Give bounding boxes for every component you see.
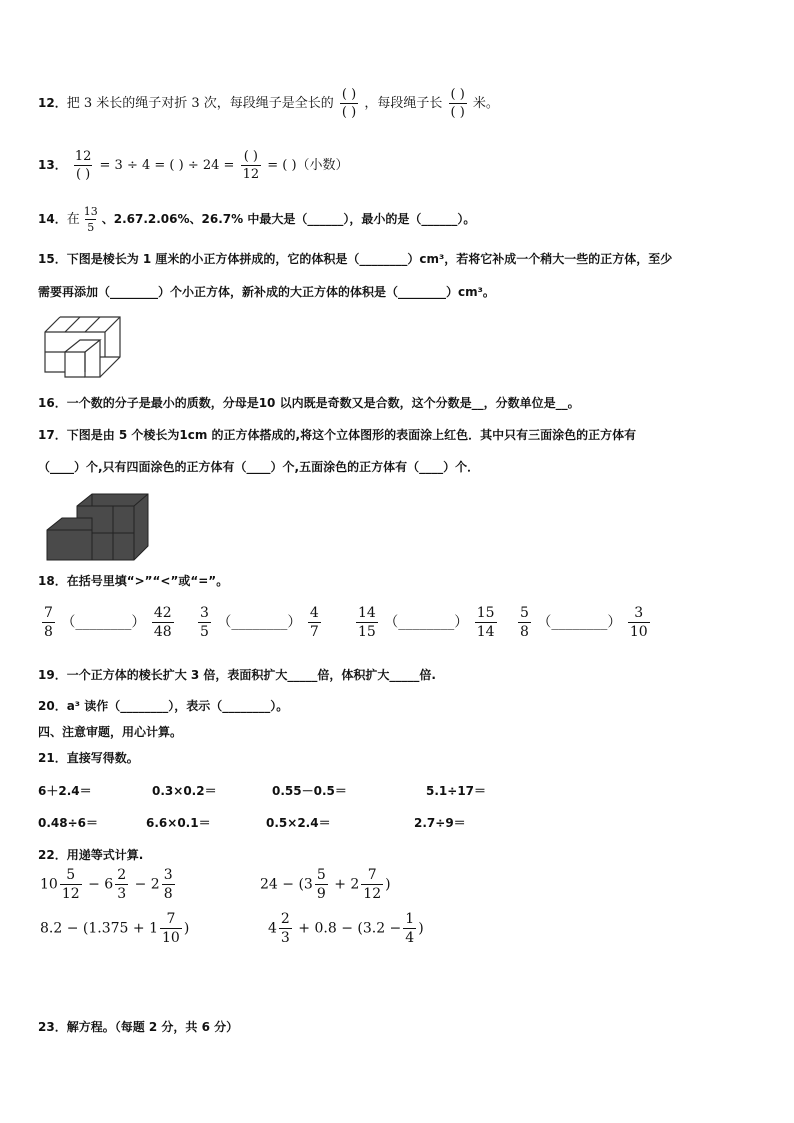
comparison-pair-4 (516, 606, 652, 639)
question-text: ，每段绳子长 (364, 96, 443, 111)
fraction: $\frac{5}{8}$ (520, 605, 529, 640)
fraction: $\frac{7}{12}$ (363, 867, 382, 902)
question-13 (38, 150, 349, 181)
fraction: $\frac{3}{10}$ (629, 605, 648, 640)
question-number: 13． (38, 158, 67, 172)
question-number: 20． (38, 699, 67, 713)
fraction: $\frac{3}{5}$ (200, 605, 209, 640)
calc-item: 0.48÷6＝ (38, 816, 99, 830)
question-15-line2: 需要再添加（________）个小正方体，新补成的大正方体的体积是（________）cm³。 (38, 285, 495, 299)
question-22 (38, 846, 143, 863)
whole-number: 4 (268, 920, 277, 937)
question-18 (38, 572, 228, 589)
question-number: 15． (38, 252, 67, 266)
cube-figure-17 (42, 488, 152, 563)
comparison-blank[interactable]: （________） (384, 614, 469, 631)
fraction: $\frac{1}{4}$ (405, 911, 415, 946)
expression-text: + 0.8 − (3.2 − (298, 920, 402, 937)
fraction-blank: $\frac{( )}{( )}$ (450, 87, 465, 120)
question-23 (38, 1018, 238, 1035)
question-15-line1 (38, 250, 672, 267)
fraction: $\frac{3}{8}$ (163, 867, 173, 902)
question-text: 下图是棱长为 1 厘米的小正方体拼成的，它的体积是（________）cm³，若将它补成一个稍大一些的正方体，至少 (66, 252, 673, 266)
question-21 (38, 749, 139, 766)
question-number: 18． (38, 574, 67, 588)
fraction: $\frac{7}{8}$ (44, 605, 53, 640)
expression-text: ) (418, 920, 424, 937)
fraction: $\frac{15}{14}$ (476, 605, 495, 640)
question-text: 、2.67.2.06%、26.7% 中最大是（______），最小的是（______）。 (101, 212, 476, 226)
question-number: 22． (38, 848, 67, 862)
calc-item: 2.7÷9＝ (414, 816, 466, 830)
fraction: $\frac{( )}{12}$ (242, 149, 260, 182)
question-text: a³ 读作（________），表示（________）。 (66, 699, 289, 713)
question-17-line2: （____）个,只有四面涂色的正方体有（____）个,五面涂色的正方体有（____）个． (38, 460, 480, 474)
fraction: $\frac{5}{12}$ (61, 867, 80, 902)
expression-text: 24 − (3 (260, 876, 313, 893)
whole-number: 6 (104, 876, 114, 893)
question-number: 17． (38, 428, 67, 442)
question-number: 16． (38, 396, 67, 410)
section-heading: 四、注意审题，用心计算。 (38, 725, 183, 739)
fraction: $\frac{13}{5}$ (83, 205, 98, 234)
fraction: $\frac{5}{9}$ (316, 867, 326, 902)
question-text: 在括号里填“>”“<”或“=”。 (66, 574, 229, 588)
question-number: 14． (38, 212, 67, 226)
comparison-pair-3 (354, 606, 499, 639)
expression-text: 8.2 − (1.375 + 1 (40, 920, 158, 937)
expression-1: 10 $\frac{5}{12}$ − 6 $\frac{2}{3}$ − 2 $\frac{3}{8}$ (40, 867, 173, 902)
question-text: 把 3 米长的绳子对折 3 次，每段绳子是全长的 (66, 96, 334, 111)
comparison-blank[interactable]: （________） (61, 614, 146, 631)
calc-item: 6＋2.4＝ (38, 784, 92, 798)
fraction: $\frac{4}{7}$ (309, 605, 319, 640)
fraction-blank: $\frac{( )}{( )}$ (341, 87, 357, 120)
calc-item: 5.1÷17＝ (426, 784, 487, 798)
question-text: 下图是由 5 个棱长为1cm 的正方体搭成的,将这个立体图形的表面涂上红色．其中只有三面涂色的正方体有 (66, 428, 637, 442)
equation-text: = ( )（小数） (267, 158, 349, 173)
question-number: 23． (38, 1020, 67, 1034)
question-text: 在 (66, 212, 80, 227)
expression-3 (40, 912, 189, 945)
whole-number: 2 (150, 876, 160, 893)
fraction: $\frac{2}{3}$ (117, 867, 127, 902)
calc-item: 0.3×0.2＝ (152, 784, 217, 798)
question-text: 直接写得数。 (66, 751, 139, 765)
cube-figure-15 (40, 312, 130, 382)
fraction: $\frac{2}{3}$ (280, 911, 290, 946)
expression-text: ) (385, 876, 391, 893)
question-20 (38, 697, 288, 714)
calc-item: 6.6×0.1＝ (146, 816, 211, 830)
question-number: 21． (38, 751, 67, 765)
question-text: 用递等式计算. (66, 848, 144, 862)
fraction: $\frac{12}{( )}$ (74, 149, 92, 182)
whole-number: 10 (40, 876, 58, 893)
equation-text: = 3 ÷ 4 = ( ) ÷ 24 = (99, 158, 235, 173)
fraction: $\frac{42}{48}$ (153, 605, 172, 640)
calc-item: 0.5×2.4＝ (266, 816, 331, 830)
comparison-pair-1 (40, 606, 176, 639)
calc-item: 0.55－0.5＝ (272, 784, 347, 798)
expression-4 (268, 912, 424, 945)
question-number: 12． (38, 96, 67, 110)
expression-text: + 2 (334, 876, 360, 893)
fraction: $\frac{14}{15}$ (358, 605, 376, 640)
comparison-blank[interactable]: （________） (537, 614, 622, 631)
question-text: 一个正方体的棱长扩大 3 倍，表面积扩大_____倍，体积扩大_____倍. (66, 668, 436, 682)
comparison-blank[interactable]: （________） (217, 614, 302, 631)
question-12 (38, 88, 499, 119)
expression-text: ) (183, 920, 190, 937)
question-14 (38, 206, 475, 233)
question-text: 一个数的分子是最小的质数，分母是10 以内既是奇数又是合数，这个分数是__，分数单位是__。 (66, 396, 580, 410)
question-17-line1 (38, 426, 636, 443)
fraction: $\frac{7}{10}$ (161, 911, 180, 946)
comparison-pair-2 (196, 606, 323, 639)
question-text: 米。 (472, 96, 499, 111)
question-number: 19． (38, 668, 67, 682)
expression-2 (260, 868, 391, 901)
question-16 (38, 394, 580, 411)
question-19 (38, 666, 436, 683)
question-text: 解方程。（每题 2 分，共 6 分） (66, 1020, 239, 1034)
